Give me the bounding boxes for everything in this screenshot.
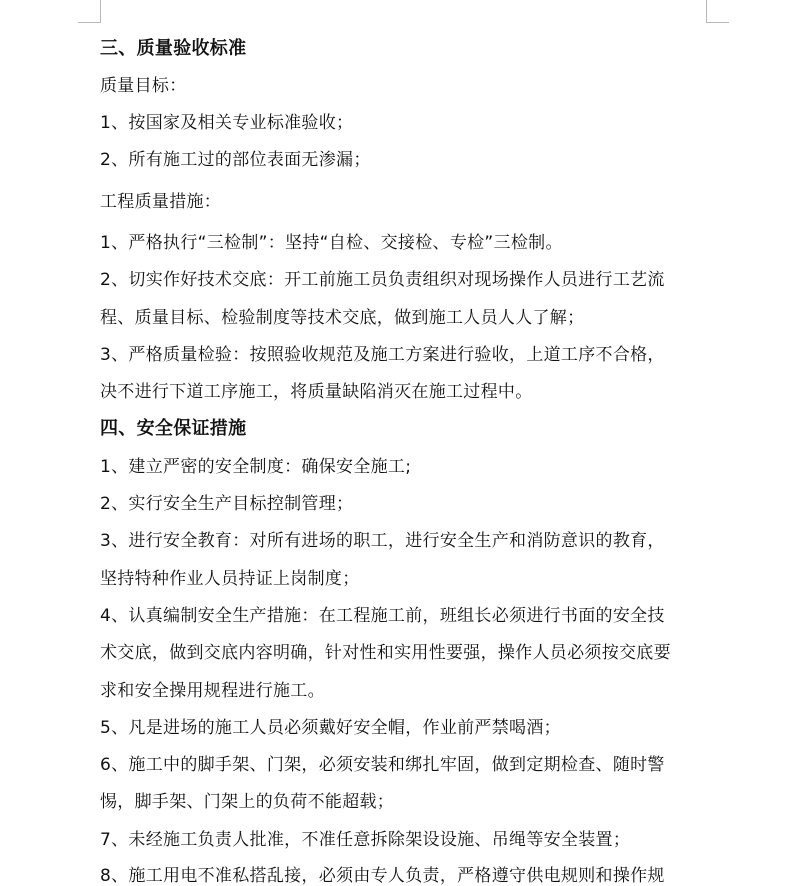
- paragraph-line: 1、建立严密的安全制度：确保安全施工;: [100, 457, 412, 477]
- paragraph-line: 求和安全操用规程进行施工。: [100, 681, 325, 701]
- paragraph-line: 1、严格执行“三检制”：坚持“自检、交接检、专检”三检制。: [100, 233, 563, 253]
- paragraph-line: 质量目标：: [100, 76, 187, 96]
- paragraph-line: 2、实行安全生产目标控制管理；: [100, 494, 354, 514]
- paragraph-line: 2、切实作好技术交底：开工前施工员负责组织对现场操作人员进行工艺流: [100, 270, 665, 290]
- section-heading-safety: 四、安全保证措施: [100, 418, 247, 439]
- paragraph-line: 惕，脚手架、门架上的负荷不能超载；: [100, 792, 395, 812]
- paragraph-line: 坚持特种作业人员持证上岗制度；: [100, 569, 360, 589]
- paragraph-line: 工程质量措施：: [100, 192, 222, 212]
- paragraph-line: 4、认真编制安全生产措施：在工程施工前，班组长必须进行书面的安全技: [100, 606, 665, 626]
- paragraph-line: 6、施工中的脚手架、门架，必须安装和绑扎牢固，做到定期检查、随时警: [100, 755, 665, 775]
- paragraph-line: 5、凡是进场的施工人员必须戴好安全帽，作业前严禁喝酒；: [100, 718, 561, 738]
- paragraph-line: 决不进行下道工序施工，将质量缺陷消灭在施工过程中。: [100, 382, 533, 402]
- paragraph-line: 术交底，做到交底内容明确，针对性和实用性要强，操作人员必须按交底要: [100, 643, 671, 663]
- paragraph-line: 3、严格质量检验：按照验收规范及施工方案进行验收，上道工序不合格，: [100, 345, 665, 365]
- paragraph-line: 程、质量目标、检验制度等技术交底，做到施工人员人人了解；: [100, 308, 585, 328]
- section-heading-quality: 三、质量验收标准: [100, 38, 247, 59]
- paragraph-line: 1、按国家及相关专业标准验收；: [100, 113, 354, 133]
- paragraph-line: 2、所有施工过的部位表面无渗漏；: [100, 150, 371, 170]
- paragraph-line: 8、施工用电不准私搭乱接，必须由专人负责，严格遵守供电规则和操作规: [100, 866, 665, 886]
- paragraph-line: 7、未经施工负责人批准，不准任意拆除架设设施、吊绳等安全装置；: [100, 830, 631, 850]
- paragraph-line: 3、进行安全教育：对所有进场的职工，进行安全生产和消防意识的教育，: [100, 531, 665, 551]
